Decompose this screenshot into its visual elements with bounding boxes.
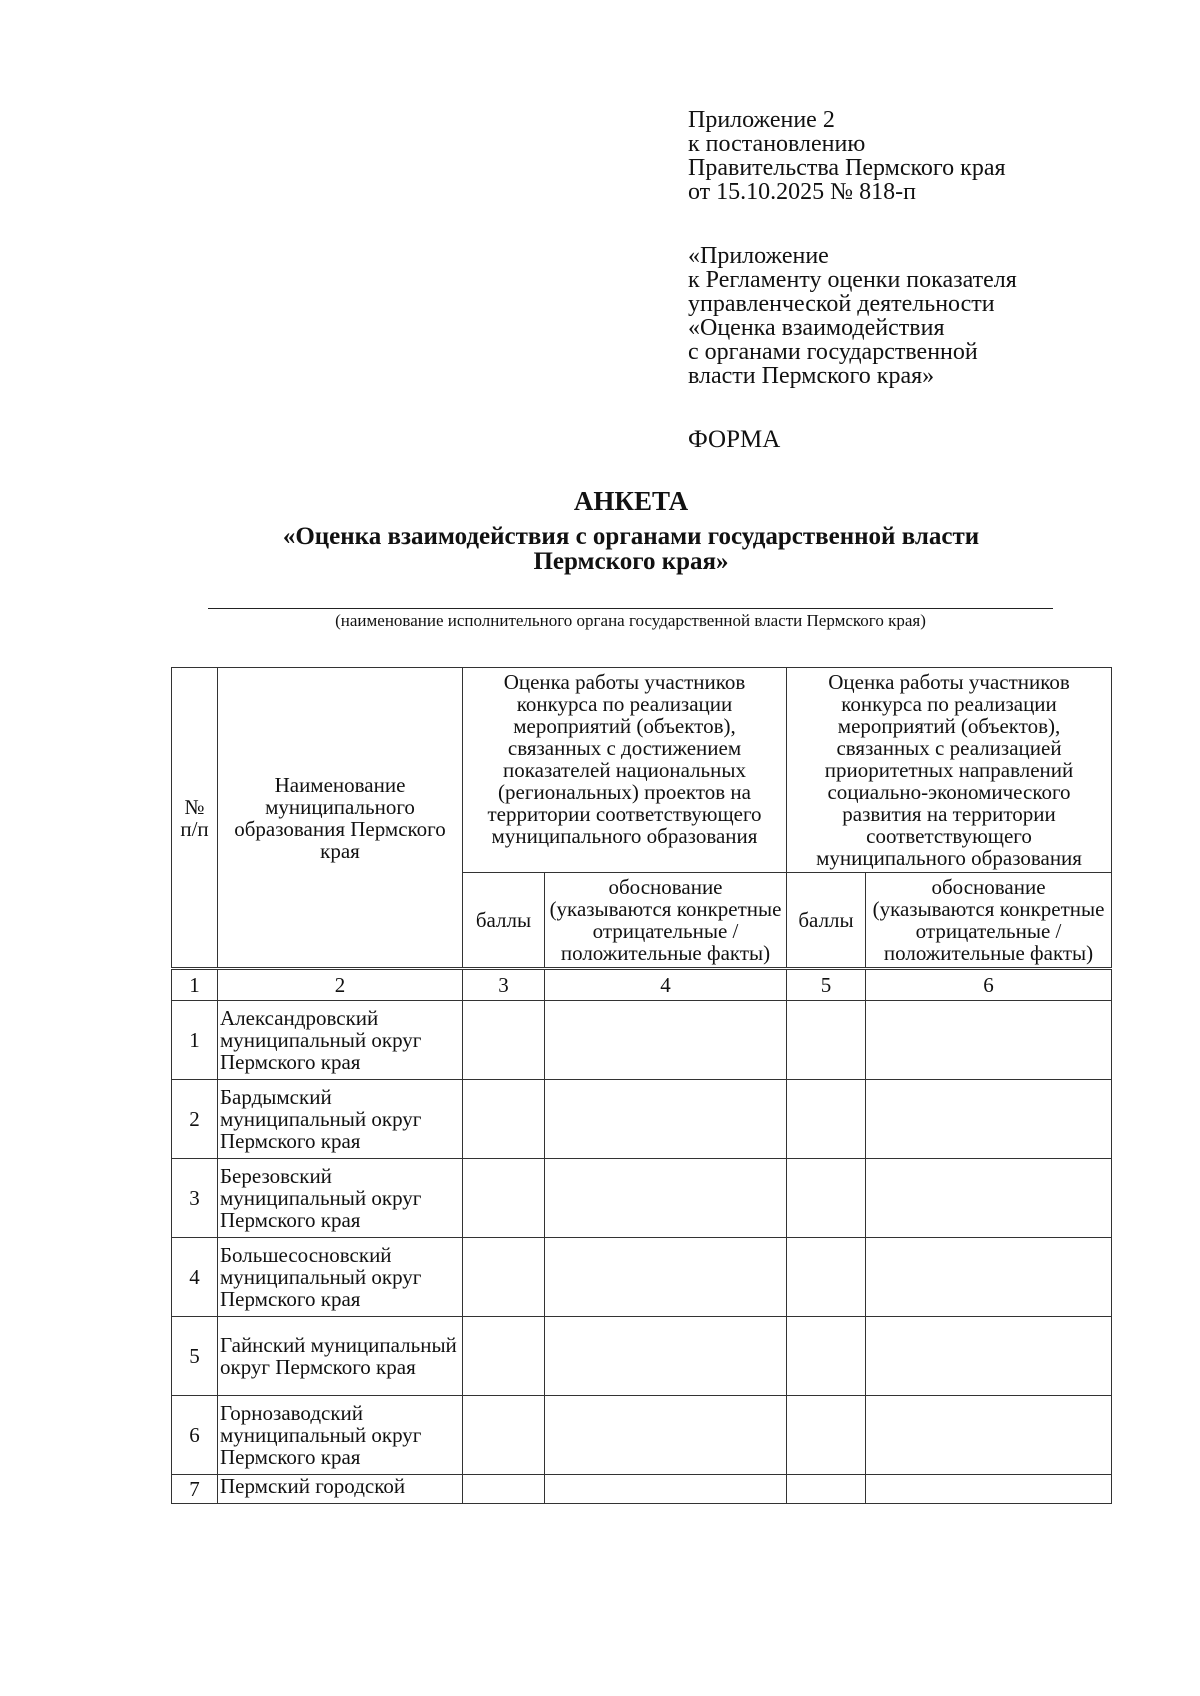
- row-number: 2: [172, 1080, 218, 1159]
- table-row: [172, 1317, 1112, 1396]
- municipality-name: Березовский муниципальный округ Пермского края: [218, 1159, 463, 1238]
- points-cell-1[interactable]: [463, 1396, 545, 1475]
- appendix-line: от 15.10.2025 № 818-п: [688, 179, 916, 205]
- appendix-line: Приложение 2: [688, 107, 835, 133]
- points-cell-2[interactable]: [787, 1317, 866, 1396]
- municipality-name: Александровский муниципальный округ Пермского края: [218, 1001, 463, 1080]
- regulation-line: «Оценка взаимодействия: [688, 315, 945, 341]
- column-number-row: [172, 969, 1112, 1001]
- regulation-line: «Приложение: [688, 243, 829, 269]
- column-number: 1: [172, 969, 218, 1001]
- column-number: 3: [463, 969, 545, 1001]
- row-number: 1: [172, 1001, 218, 1080]
- subheader-reason: обоснование (указываются конкретные отрицательные / положительные факты): [545, 873, 787, 969]
- appendix-line: Правительства Пермского края: [688, 155, 1006, 181]
- reason-cell-2[interactable]: [866, 1159, 1112, 1238]
- appendix-header: [688, 108, 1006, 204]
- org-caption: (наименование исполнительного органа государственной власти Пермского края): [335, 611, 926, 630]
- col-header-number: № п/п: [172, 668, 218, 969]
- points-cell-1[interactable]: [463, 1159, 545, 1238]
- municipality-name: Гайнский муниципальный округ Пермского края: [218, 1317, 463, 1396]
- points-cell-2[interactable]: [787, 1001, 866, 1080]
- subheader-reason: обоснование (указываются конкретные отрицательные / положительные факты): [866, 873, 1112, 969]
- row-number: 7: [172, 1475, 218, 1504]
- table-header-row: [172, 668, 1112, 873]
- reason-cell-2[interactable]: [866, 1238, 1112, 1317]
- reason-cell-1[interactable]: [545, 1238, 787, 1317]
- table-row: [172, 1080, 1112, 1159]
- points-cell-1[interactable]: [463, 1238, 545, 1317]
- column-number: 5: [787, 969, 866, 1001]
- column-number: 6: [866, 969, 1112, 1001]
- col-header-group-national: Оценка работы участников конкурса по реализации мероприятий (объектов), связанных с достижением показателей национальных (региональных) проектов на территории соответствующего муниципального образования: [463, 668, 787, 873]
- reason-cell-1[interactable]: [545, 1396, 787, 1475]
- reason-cell-1[interactable]: [545, 1080, 787, 1159]
- regulation-line: власти Пермского края»: [688, 363, 935, 389]
- column-number: 4: [545, 969, 787, 1001]
- reason-cell-2[interactable]: [866, 1080, 1112, 1159]
- points-cell-2[interactable]: [787, 1396, 866, 1475]
- col-header-group-priority: Оценка работы участников конкурса по реализации мероприятий (объектов), связанных с реализацией приоритетных направлений социально-экономического развития на территории соответствующего муниципального образования: [787, 668, 1112, 873]
- form-label: ФОРМА: [688, 426, 781, 453]
- points-cell-1[interactable]: [463, 1475, 545, 1504]
- reason-cell-2[interactable]: [866, 1317, 1112, 1396]
- subheader-points: баллы: [463, 873, 545, 969]
- document-subtitle: [170, 524, 1092, 574]
- table-row: [172, 1396, 1112, 1475]
- municipality-name: Большесосновский муниципальный округ Пермского края: [218, 1238, 463, 1317]
- points-cell-1[interactable]: [463, 1317, 545, 1396]
- row-number: 5: [172, 1317, 218, 1396]
- reason-cell-2[interactable]: [866, 1396, 1112, 1475]
- reason-cell-1[interactable]: [545, 1317, 787, 1396]
- regulation-line: управленческой деятельности: [688, 291, 995, 317]
- assessment-table: [171, 667, 1112, 1504]
- regulation-line: к Регламенту оценки показателя: [688, 267, 1017, 293]
- table-row: [172, 1159, 1112, 1238]
- subtitle-line: Пермского края»: [533, 548, 729, 575]
- col-header-municipality: Наименование муниципального образования Пермского края: [218, 668, 463, 969]
- table-row: [172, 1475, 1112, 1504]
- points-cell-2[interactable]: [787, 1080, 866, 1159]
- reason-cell-1[interactable]: [545, 1001, 787, 1080]
- reason-cell-1[interactable]: [545, 1159, 787, 1238]
- appendix-line: к постановлению: [688, 131, 866, 157]
- points-cell-1[interactable]: [463, 1080, 545, 1159]
- column-number: 2: [218, 969, 463, 1001]
- org-name-fill-line[interactable]: [208, 608, 1053, 609]
- subtitle-line: «Оценка взаимодействия с органами государственной власти: [282, 523, 980, 550]
- document-title: АНКЕТА: [573, 486, 689, 516]
- table-row: [172, 1001, 1112, 1080]
- municipality-name: Горнозаводский муниципальный округ Пермского края: [218, 1396, 463, 1475]
- reason-cell-2[interactable]: [866, 1001, 1112, 1080]
- regulation-line: с органами государственной: [688, 339, 978, 365]
- regulation-header: [688, 244, 1017, 388]
- row-number: 6: [172, 1396, 218, 1475]
- points-cell-2[interactable]: [787, 1159, 866, 1238]
- municipality-name: Пермский городской: [218, 1475, 463, 1504]
- points-cell-1[interactable]: [463, 1001, 545, 1080]
- points-cell-2[interactable]: [787, 1475, 866, 1504]
- points-cell-2[interactable]: [787, 1238, 866, 1317]
- municipality-name: Бардымский муниципальный округ Пермского края: [218, 1080, 463, 1159]
- subheader-points: баллы: [787, 873, 866, 969]
- row-number: 3: [172, 1159, 218, 1238]
- table-row: [172, 1238, 1112, 1317]
- reason-cell-2[interactable]: [866, 1475, 1112, 1504]
- row-number: 4: [172, 1238, 218, 1317]
- reason-cell-1[interactable]: [545, 1475, 787, 1504]
